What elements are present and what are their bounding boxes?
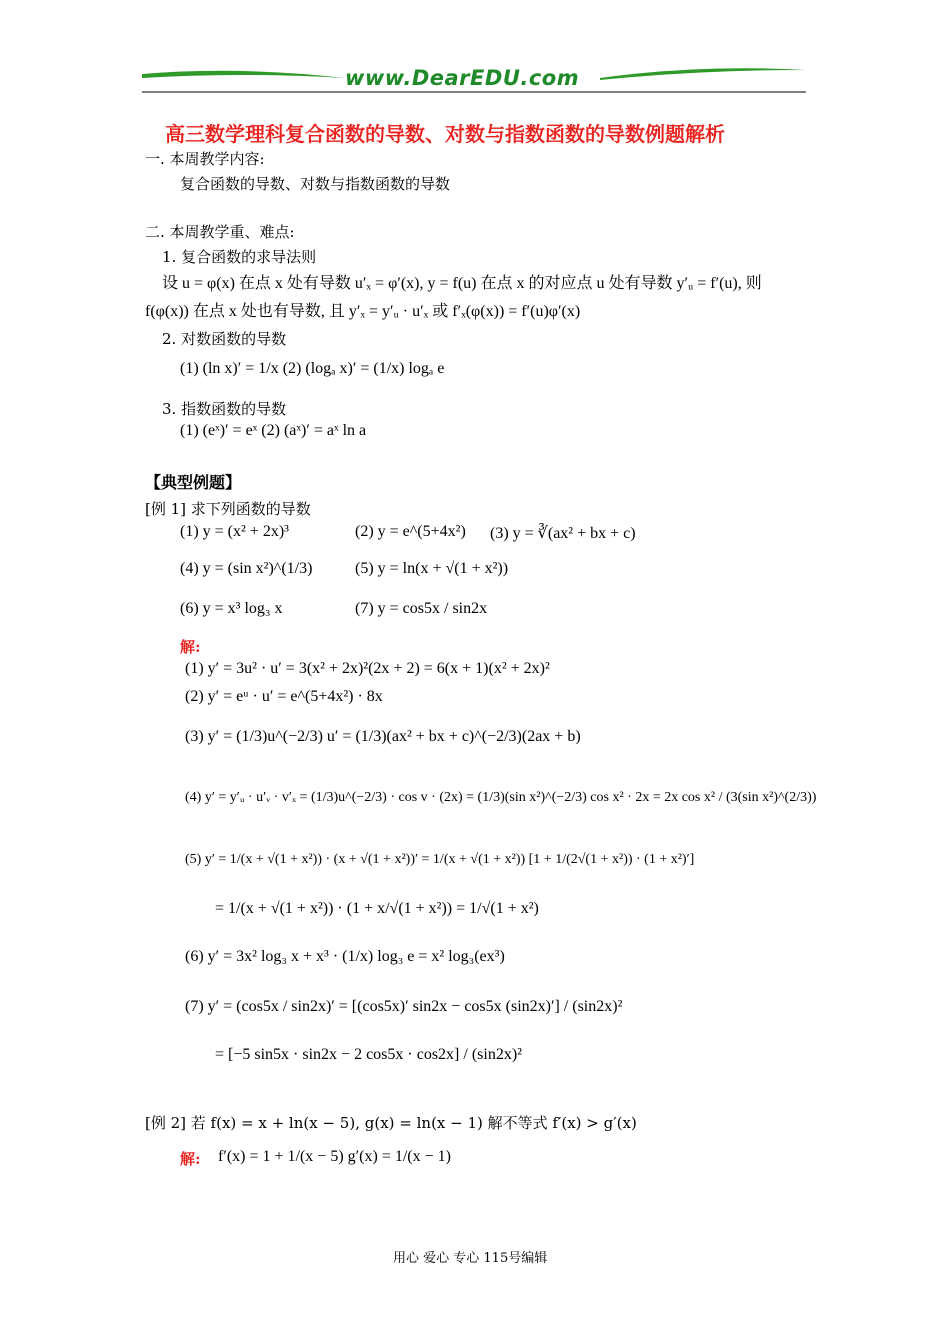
section-1-heading: 一. 本周教学内容: [145,150,265,168]
rule-1-heading: 1. 复合函数的求导法则 [162,248,317,266]
question-7: (7) y = cos5x / sin2x [355,600,488,617]
example-1-heading: [例 1] 求下列函数的导数 [145,500,311,518]
section-1-body: 复合函数的导数、对数与指数函数的导数 [180,175,451,193]
solution-3: (3) y′ = (1/3)u^(−2/3) u′ = (1/3)(ax² + bx + c)^(−2/3)(2ax + b) [185,728,581,745]
example-2-solution: f′(x) = 1 + 1/(x − 5) g′(x) = 1/(x − 1) [218,1148,451,1165]
solution-6: (6) y′ = 3x² log₃ x + x³ · (1/x) log₃ e = x² log₃(ex³) [185,948,505,965]
examples-heading: 【典型例题】 [145,473,242,492]
site-logo: www.DearEDU.com [345,66,580,90]
rule-3-formulas: (1) (eˣ)′ = eˣ (2) (aˣ)′ = aˣ ln a [180,422,367,439]
rule-2-heading: 2. 对数函数的导数 [162,330,287,348]
solution-7-line-1: (7) y′ = (cos5x / sin2x)′ = [(cos5x)′ sin2x − cos5x (sin2x)′] / (sin2x)² [185,998,623,1015]
question-4: (4) y = (sin x²)^(1/3) [180,560,313,577]
question-1: (1) y = (x² + 2x)³ [180,523,289,540]
solution-5-line-1: (5) y′ = 1/(x + √(1 + x²)) · (x + √(1 + x²))′ = 1/(x + √(1 + x²)) [1 + 1/(2√(1 + x²)) · (1 + x²)′] [185,852,695,867]
solution-7-line-2: = [−5 sin5x · sin2x − 2 cos5x · cos2x] / (sin2x)² [215,1046,522,1063]
solution-5-line-2: = 1/(x + √(1 + x²)) · (1 + x/√(1 + x²)) = 1/√(1 + x²) [215,900,539,917]
section-2-heading: 二. 本周教学重、难点: [145,223,295,241]
solution-2: (2) y′ = eᵘ · u′ = e^(5+4x²) · 8x [185,688,383,705]
page-footer: 用心 爱心 专心 115号编辑 [393,1251,548,1266]
question-2: (2) y = e^(5+4x²) [355,523,466,540]
solution-1: (1) y′ = 3u² · u′ = 3(x² + 2x)²(2x + 2) = 6(x + 1)(x² + 2x)² [185,660,550,677]
question-3: (3) y = ∛(ax² + bx + c) [490,525,636,542]
page-title: 高三数学理科复合函数的导数、对数与指数函数的导数例题解析 [165,122,725,146]
header-swoosh-right [600,68,806,80]
question-5: (5) y = ln(x + √(1 + x²)) [355,560,509,577]
rule-1-line-1: 设 u = φ(x) 在点 x 处有导数 u′ₓ = φ′(x), y = f(u) 在点 x 的对应点 u 处有导数 y′ᵤ = f′(u), 则 [162,275,762,292]
rule-1-line-2: f(φ(x)) 在点 x 处也有导数, 且 y′ₓ = y′ᵤ · u′ₓ 或 f′ₓ(φ(x)) = f′(u)φ′(x) [145,303,581,320]
rule-2-formulas: (1) (ln x)′ = 1/x (2) (logₐ x)′ = (1/x) logₐ e [180,360,445,377]
header-swoosh-left [142,71,345,78]
solution-label: 解: [180,638,201,656]
solution-4: (4) y′ = y′ᵤ · u′ᵥ · v′ₓ = (1/3)u^(−2/3) · cos v · (2x) = (1/3)(sin x²)^(−2/3) cos x² · 2x = 2x cos x² / (3(sin x²)^(2/3)) [185,790,817,805]
example-2-heading: [例 2] 若 f(x) = x + ln(x − 5), g(x) = ln(x − 1) 解不等式 f′(x) > g′(x) [145,1114,637,1132]
rule-3-heading: 3. 指数函数的导数 [162,400,287,418]
question-6: (6) y = x³ log₃ x [180,600,283,617]
example-2-solution-label: 解: [180,1150,201,1168]
